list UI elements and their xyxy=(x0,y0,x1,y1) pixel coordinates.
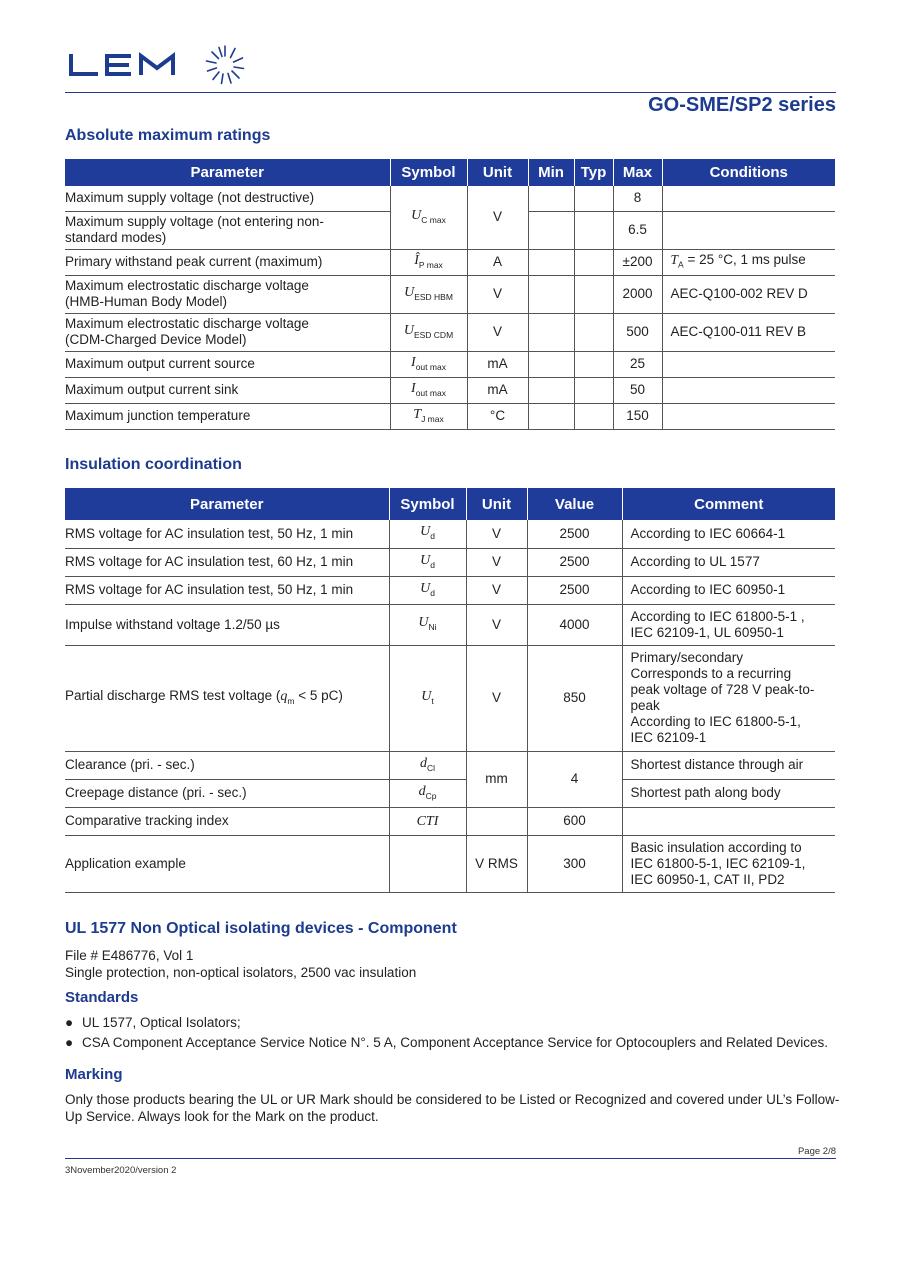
max-cell: 8 xyxy=(613,186,662,211)
unit-cell: V RMS xyxy=(466,835,527,892)
comment-line: IEC 60950-1, CAT II, PD2 xyxy=(630,871,785,887)
symbol-cell: $I_{out max}$ xyxy=(390,351,467,377)
min-cell xyxy=(528,249,574,275)
comment-cell xyxy=(622,645,835,751)
conditions-cell xyxy=(662,377,835,403)
comment-line: IEC 61800-5-1, IEC 62109-1, xyxy=(630,855,806,871)
conditions-cell: $T_A = 25$ °C, 1 ms pulse xyxy=(662,249,835,275)
insulation-header-row xyxy=(65,488,835,520)
marking-line: Only those products bearing the UL or UR Mark should be considered to be Listed or Recognized and covered under UL’s Follow- xyxy=(65,1092,840,1107)
table-row xyxy=(65,835,835,892)
max-cell: 2000 xyxy=(613,275,662,313)
min-cell xyxy=(528,351,574,377)
value-cell: 4 xyxy=(527,751,622,807)
parameter-cell: RMS voltage for AC insulation test, 50 Hz, 1 min xyxy=(65,520,389,548)
value-cell: 300 xyxy=(527,835,622,892)
value-cell: 2500 xyxy=(527,520,622,548)
bullet-icon: ● xyxy=(65,1035,74,1050)
value-cell: 600 xyxy=(527,807,622,835)
typ-cell xyxy=(574,275,613,313)
symbol-cell: $U_d$ xyxy=(389,576,466,604)
conditions-cell xyxy=(662,186,835,211)
table-row xyxy=(65,548,835,576)
unit-cell: V xyxy=(466,520,527,548)
typ-cell xyxy=(574,186,613,211)
list-item: ● UL 1577, Optical Isolators; xyxy=(65,1013,828,1033)
symbol-cell: $U_d$ xyxy=(389,548,466,576)
footer-divider xyxy=(65,1158,836,1159)
table-row xyxy=(65,576,835,604)
unit-cell: A xyxy=(467,249,528,275)
comment-cell: According to IEC 60950-1 xyxy=(622,576,835,604)
ul-title: UL 1577 Non Optical isolating devices - Component xyxy=(65,920,457,937)
comment-line: peak voltage of 728 V peak-to- xyxy=(630,682,815,697)
unit-cell: °C xyxy=(467,403,528,429)
table-row xyxy=(65,313,835,351)
symbol-cell: $Î_{P max}$ xyxy=(390,249,467,275)
parameter-cell: Clearance (pri. - sec.) xyxy=(65,751,389,779)
marking-heading: Marking xyxy=(65,1066,123,1083)
amr-table xyxy=(65,159,835,430)
parameter-cell: Maximum electrostatic discharge voltage (HMB-Human Body Model) xyxy=(65,275,390,313)
table-row xyxy=(65,807,835,835)
value-cell: 4000 xyxy=(527,604,622,645)
table-row xyxy=(65,275,835,313)
unit-cell: mm xyxy=(466,751,527,807)
symbol-cell: $U_{Ni}$ xyxy=(389,604,466,645)
typ-cell xyxy=(574,249,613,275)
ul-description: Single protection, non-optical isolators, 2500 vac insulation xyxy=(65,965,417,980)
comment-cell: Shortest path along body xyxy=(622,779,835,807)
table-row xyxy=(65,520,835,548)
conditions-cell: AEC-Q100-011 REV B xyxy=(662,313,835,351)
comment-line: According to IEC 61800-5-1, xyxy=(630,714,801,729)
amr-col-unit: Unit xyxy=(467,159,528,186)
comment-cell xyxy=(622,807,835,835)
max-cell: 500 xyxy=(613,313,662,351)
parameter-cell: Application example xyxy=(65,835,389,892)
table-row xyxy=(65,604,835,645)
comment-cell: According to UL 1577 xyxy=(622,548,835,576)
symbol-cell: $U_t$ xyxy=(389,645,466,751)
amr-col-max: Max xyxy=(613,159,662,186)
unit-cell: V xyxy=(466,645,527,751)
comment-cell xyxy=(622,835,835,892)
table-row xyxy=(65,351,835,377)
unit-cell: mA xyxy=(467,377,528,403)
typ-cell xyxy=(574,211,613,249)
table-row xyxy=(65,186,835,211)
standards-heading: Standards xyxy=(65,989,139,1006)
insulation-title: Insulation coordination xyxy=(65,456,242,473)
comment-line: Primary/secondary xyxy=(630,650,744,665)
unit-cell xyxy=(466,807,527,835)
unit-cell: V xyxy=(466,548,527,576)
unit-cell: V xyxy=(466,576,527,604)
symbol-cell: $I_{out max}$ xyxy=(390,377,467,403)
max-cell: 6.5 xyxy=(613,211,662,249)
standards-list xyxy=(65,1013,828,1053)
symbol-cell: $d_{Cp}$ xyxy=(389,779,466,807)
unit-cell: V xyxy=(467,313,528,351)
ul-file-number: File # E486776, Vol 1 xyxy=(65,948,194,963)
ins-col-parameter: Parameter xyxy=(65,488,389,520)
ins-col-unit: Unit xyxy=(466,488,527,520)
symbol-cell: CTI xyxy=(389,807,466,835)
comment-line: IEC 62109-1, UL 60950-1 xyxy=(630,624,784,640)
lem-logo xyxy=(69,44,249,95)
parameter-cell: Creepage distance (pri. - sec.) xyxy=(65,779,389,807)
symbol-cell: $U_{ESD HBM}$ xyxy=(390,275,467,313)
amr-col-symbol: Symbol xyxy=(390,159,467,186)
parameter-cell: Impulse withstand voltage 1.2/50 µs xyxy=(65,604,389,645)
amr-col-parameter: Parameter xyxy=(65,159,390,186)
conditions-cell xyxy=(662,351,835,377)
table-row xyxy=(65,751,835,779)
table-row xyxy=(65,403,835,429)
parameter-cell: Maximum output current sink xyxy=(65,377,390,403)
bullet-icon: ● xyxy=(65,1015,74,1030)
page-number: Page 2/8 xyxy=(797,1146,836,1157)
comment-line: Basic insulation according to xyxy=(630,839,802,855)
unit-cell: V xyxy=(466,604,527,645)
min-cell xyxy=(528,313,574,351)
table-row xyxy=(65,645,835,751)
table-row xyxy=(65,779,835,807)
unit-cell: V xyxy=(467,275,528,313)
max-cell: 25 xyxy=(613,351,662,377)
typ-cell xyxy=(574,377,613,403)
min-cell xyxy=(528,403,574,429)
value-cell: 2500 xyxy=(527,548,622,576)
parameter-cell: RMS voltage for AC insulation test, 60 Hz, 1 min xyxy=(65,548,389,576)
typ-cell xyxy=(574,403,613,429)
max-cell: ±200 xyxy=(613,249,662,275)
ins-col-comment: Comment xyxy=(622,488,835,520)
max-cell: 50 xyxy=(613,377,662,403)
comment-line: peak xyxy=(630,698,660,713)
min-cell xyxy=(528,186,574,211)
list-item: ● CSA Component Acceptance Service Notice N°. 5 A, Component Acceptance Service for Optocouplers and Related Devices. xyxy=(65,1033,828,1053)
comment-cell: Shortest distance through air xyxy=(622,751,835,779)
comment-cell: According to IEC 60664-1 xyxy=(622,520,835,548)
table-row xyxy=(65,377,835,403)
comment-line: According to IEC 61800-5-1 , xyxy=(630,608,805,624)
amr-title: Absolute maximum ratings xyxy=(65,127,271,144)
amr-col-typ: Typ xyxy=(574,159,613,186)
series-title: GO-SME/SP2 series xyxy=(648,94,836,116)
amr-col-min: Min xyxy=(528,159,574,186)
min-cell xyxy=(528,377,574,403)
parameter-cell: Maximum electrostatic discharge voltage (CDM-Charged Device Model) xyxy=(65,313,390,351)
amr-header-row xyxy=(65,159,835,186)
comment-line: Corresponds to a recurring xyxy=(630,666,792,681)
parameter-cell: Primary withstand peak current (maximum) xyxy=(65,249,390,275)
value-cell: 850 xyxy=(527,645,622,751)
symbol-cell: $U_{C max}$ xyxy=(390,186,467,249)
max-cell: 150 xyxy=(613,403,662,429)
min-cell xyxy=(528,275,574,313)
document-version: 3November2020/version 2 xyxy=(65,1165,177,1176)
parameter-cell: Comparative tracking index xyxy=(65,807,389,835)
insulation-table xyxy=(65,488,835,893)
unit-cell: V xyxy=(467,186,528,249)
symbol-cell: $d_{Cl}$ xyxy=(389,751,466,779)
table-row xyxy=(65,249,835,275)
amr-col-conditions: Conditions xyxy=(662,159,835,186)
unit-cell: mA xyxy=(467,351,528,377)
typ-cell xyxy=(574,313,613,351)
parameter-cell: Maximum junction temperature xyxy=(65,403,390,429)
typ-cell xyxy=(574,351,613,377)
ins-col-symbol: Symbol xyxy=(389,488,466,520)
parameter-cell: Maximum output current source xyxy=(65,351,390,377)
header-divider xyxy=(65,92,836,93)
value-cell: 2500 xyxy=(527,576,622,604)
comment-cell xyxy=(622,604,835,645)
comment-line: IEC 62109-1 xyxy=(630,730,707,745)
conditions-cell: AEC-Q100-002 REV D xyxy=(662,275,835,313)
ins-col-value: Value xyxy=(527,488,622,520)
parameter-cell: RMS voltage for AC insulation test, 50 Hz, 1 min xyxy=(65,576,389,604)
lem-logo-graphic xyxy=(69,44,249,90)
symbol-cell: $U_d$ xyxy=(389,520,466,548)
symbol-cell: $U_{ESD CDM}$ xyxy=(390,313,467,351)
marking-line: Up Service. Always look for the Mark on the product. xyxy=(65,1109,379,1124)
symbol-cell: $T_{J max}$ xyxy=(390,403,467,429)
conditions-cell xyxy=(662,403,835,429)
parameter-cell: Maximum supply voltage (not destructive) xyxy=(65,186,390,211)
min-cell xyxy=(528,211,574,249)
conditions-cell xyxy=(662,211,835,249)
parameter-cell: Maximum supply voltage (not entering non- standard modes) xyxy=(65,211,390,249)
symbol-cell xyxy=(389,835,466,892)
parameter-cell: Partial discharge RMS test voltage ($q_m < 5$ pC) xyxy=(65,645,389,751)
